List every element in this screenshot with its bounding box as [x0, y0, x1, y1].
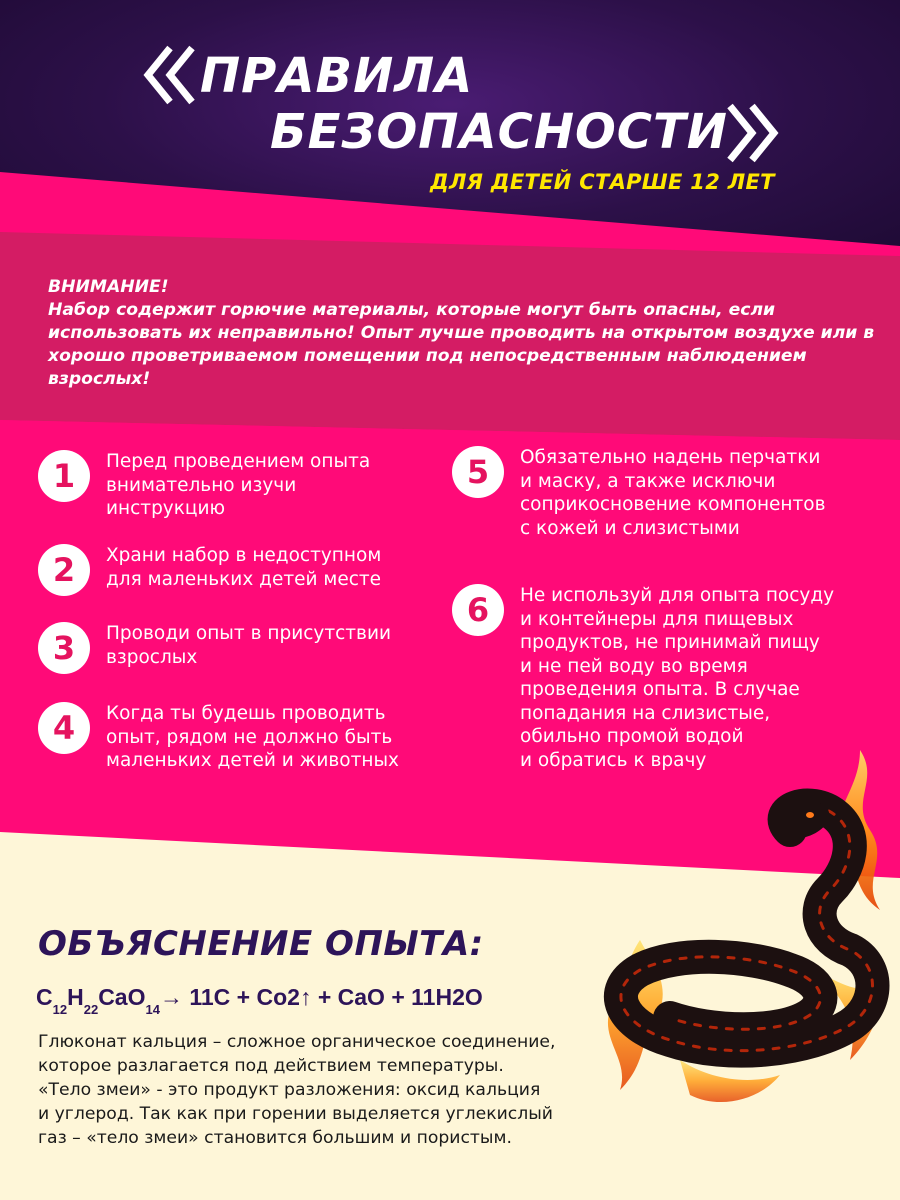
rule-number-badge: 6	[452, 584, 504, 636]
formula-rest: 11C + Co2	[182, 984, 300, 1010]
rule-text: Не используй для опыта посуду и контейнеры для пищевых продуктов, не принимай пищу и не пей воду во время проведения опыта. В случае попадания на слизистые, обильно промой водой и обратись к врачу	[520, 585, 835, 771]
rule-number-badge: 5	[452, 446, 504, 498]
rule-number-badge: 2	[38, 544, 90, 596]
rule-number-badge: 3	[38, 622, 90, 674]
rule-text: Обязательно надень перчатки и маску, а также исключи соприкосновение компонентов с кожей и слизистыми	[520, 447, 826, 539]
warning-text: Набор содержит горючие материалы, которые могут быть опасны, если использовать их неправильно! Опыт лучше проводить на открытом воздухе или в хорошо проветриваемом помещении под непосредственным наблюдением взрослых!	[48, 300, 875, 389]
chevron-right-double-icon	[722, 98, 782, 168]
rule-text: Храни набор в недоступном для маленьких детей месте	[106, 545, 382, 590]
warning-block	[48, 276, 878, 391]
formula-c: C	[36, 984, 53, 1010]
warning-title: ВНИМАНИЕ!	[48, 277, 169, 297]
explanation-text: Глюконат кальция – сложное органическое соединение, которое разлагается под действием температуры. «Тело змеи» - это продукт разложения: оксид кальция и углерод. Так как при горении выделяется углекислый газ – «тело змеи» становится большим и пористым.	[38, 1032, 556, 1148]
explanation-title: ОБЪЯСНЕНИЕ ОПЫТА:	[38, 924, 484, 964]
header	[0, 40, 900, 200]
formula-o-sub: 14	[145, 1002, 160, 1017]
rule-item-2	[38, 544, 381, 596]
formula-rest-2: + CaO + 11H2O	[311, 984, 483, 1010]
page-title-line-1: ПРАВИЛА	[200, 48, 474, 104]
rule-text: Проводи опыт в присутствии взрослых	[106, 623, 392, 668]
chevron-left-double-icon	[140, 40, 200, 110]
chemical-formula	[36, 984, 483, 1017]
rule-item-4	[38, 702, 399, 773]
rule-text: Когда ты будешь проводить опыт, рядом не должно быть маленьких детей и животных	[106, 703, 400, 771]
age-subtitle: ДЛЯ ДЕТЕЙ СТАРШЕ 12 ЛЕТ	[430, 170, 775, 194]
arrow-right-icon: →	[159, 984, 183, 1010]
formula-cao: CaO	[98, 984, 146, 1010]
arrow-up-icon: ↑	[299, 984, 312, 1010]
formula-c-sub: 12	[52, 1002, 68, 1017]
rule-number-badge: 1	[38, 450, 90, 502]
rule-item-5	[452, 446, 826, 540]
formula-h: H	[67, 984, 84, 1010]
formula-h-sub: 22	[83, 1002, 99, 1017]
rule-text: Перед проведением опыта внимательно изучи инструкцию	[106, 451, 371, 519]
rule-item-1	[38, 450, 370, 521]
rule-number-badge: 4	[38, 702, 90, 754]
page-title-line-2: БЕЗОПАСНОСТИ	[270, 104, 728, 160]
rule-item-3	[38, 622, 391, 674]
